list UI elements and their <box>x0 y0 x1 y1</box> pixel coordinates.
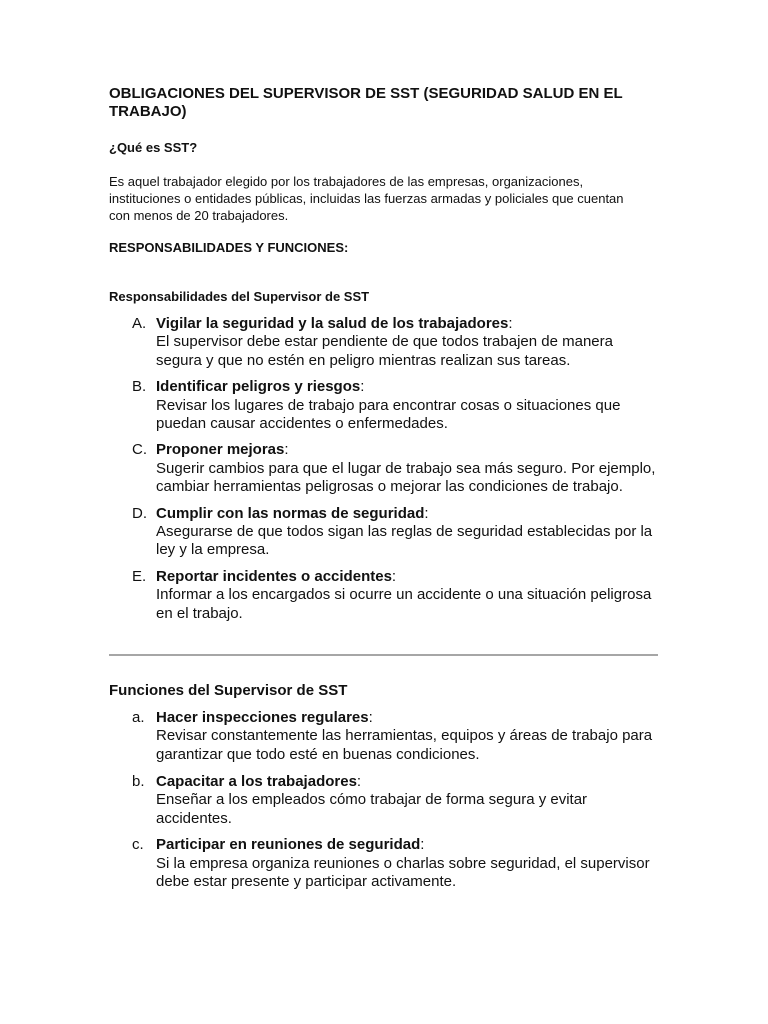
item-heading: Vigilar la seguridad y la salud de los trabajadores: <box>156 315 513 332</box>
section-title: RESPONSABILIDADES Y FUNCIONES: <box>109 240 349 255</box>
item-description: Asegurarse de que todos sigan las reglas de seguridad establecidas por la ley y la empresa. <box>156 523 653 559</box>
item-title: Identificar peligros y riesgos <box>156 378 361 396</box>
list-marker: E. <box>132 567 147 585</box>
list-marker: a. <box>132 709 145 726</box>
item-heading: Capacitar a los trabajadores: <box>156 772 362 790</box>
list-item <box>109 505 659 560</box>
list-item <box>109 441 659 496</box>
horizontal-divider <box>109 654 658 656</box>
item-title: Vigilar la seguridad y la salud de los trabajadores <box>156 315 509 332</box>
document-title: OBLIGACIONES DEL SUPERVISOR DE SST (SEGURIDAD SALUD EN EL TRABAJO) <box>109 85 623 120</box>
item-heading: Proponer mejoras: <box>156 441 289 459</box>
item-description: Sugerir cambios para que el lugar de trabajo sea más seguro. Por ejemplo, cambiar herramientas peligrosas o mejorar las condiciones de trabajo. <box>156 459 656 496</box>
item-heading: Identificar peligros y riesgos: <box>156 378 365 396</box>
list-item <box>109 568 659 623</box>
list-marker: A. <box>132 315 147 332</box>
item-title: Cumplir con las normas de seguridad <box>156 504 425 522</box>
item-description: Revisar constantemente las herramientas, equipos y áreas de trabajo para garantizar que todo esté en buenas condiciones. <box>156 727 653 763</box>
item-title: Participar en reuniones de seguridad <box>156 836 421 854</box>
item-title: Capacitar a los trabajadores <box>156 772 357 790</box>
item-title: Reportar incidentes o accidentes <box>156 567 392 585</box>
list-marker: b. <box>132 772 145 790</box>
item-description: Informar a los encargados si ocurre un accidente o una situación peligrosa en el trabajo. <box>156 586 652 622</box>
item-title: Hacer inspecciones regulares <box>156 709 369 726</box>
list-marker: c. <box>132 836 144 854</box>
list-item <box>109 315 659 370</box>
item-heading: Reportar incidentes o accidentes: <box>156 567 397 585</box>
item-heading: Cumplir con las normas de seguridad: <box>156 504 429 522</box>
question-heading: ¿Qué es SST? <box>109 140 198 155</box>
list-item <box>109 836 659 891</box>
functions-list <box>109 709 659 900</box>
item-title: Proponer mejoras <box>156 441 285 459</box>
intro-paragraph: Es aquel trabajador elegido por los trabajadores de las empresas, organizaciones, instituciones o entidades públicas, incluidas las fuerzas armadas y policiales que cuentan con menos de 20 trabajadores. <box>109 174 624 223</box>
list-marker: B. <box>132 378 147 396</box>
list-marker: D. <box>132 504 147 522</box>
functions-title: Funciones del Supervisor de SST <box>109 682 348 699</box>
item-heading: Participar en reuniones de seguridad: <box>156 836 425 854</box>
item-description: Revisar los lugares de trabajo para encontrar cosas o situaciones que puedan causar accidentes o enfermedades. <box>156 396 621 433</box>
item-description: El supervisor debe estar pendiente de que todos trabajen de manera segura y que no estén en peligro mientras realizan sus tareas. <box>156 333 613 369</box>
responsibilities-list <box>109 315 659 631</box>
list-item <box>109 773 659 828</box>
item-description: Enseñar a los empleados cómo trabajar de forma segura y evitar accidentes. <box>156 791 588 827</box>
item-description: Si la empresa organiza reuniones o charlas sobre seguridad, el supervisor debe estar presente y participar activamente. <box>156 854 650 891</box>
responsibilities-title: Responsabilidades del Supervisor de SST <box>109 289 370 304</box>
list-item <box>109 709 659 764</box>
item-heading: Hacer inspecciones regulares: <box>156 709 373 726</box>
list-item <box>109 378 659 433</box>
list-marker: C. <box>132 441 147 459</box>
